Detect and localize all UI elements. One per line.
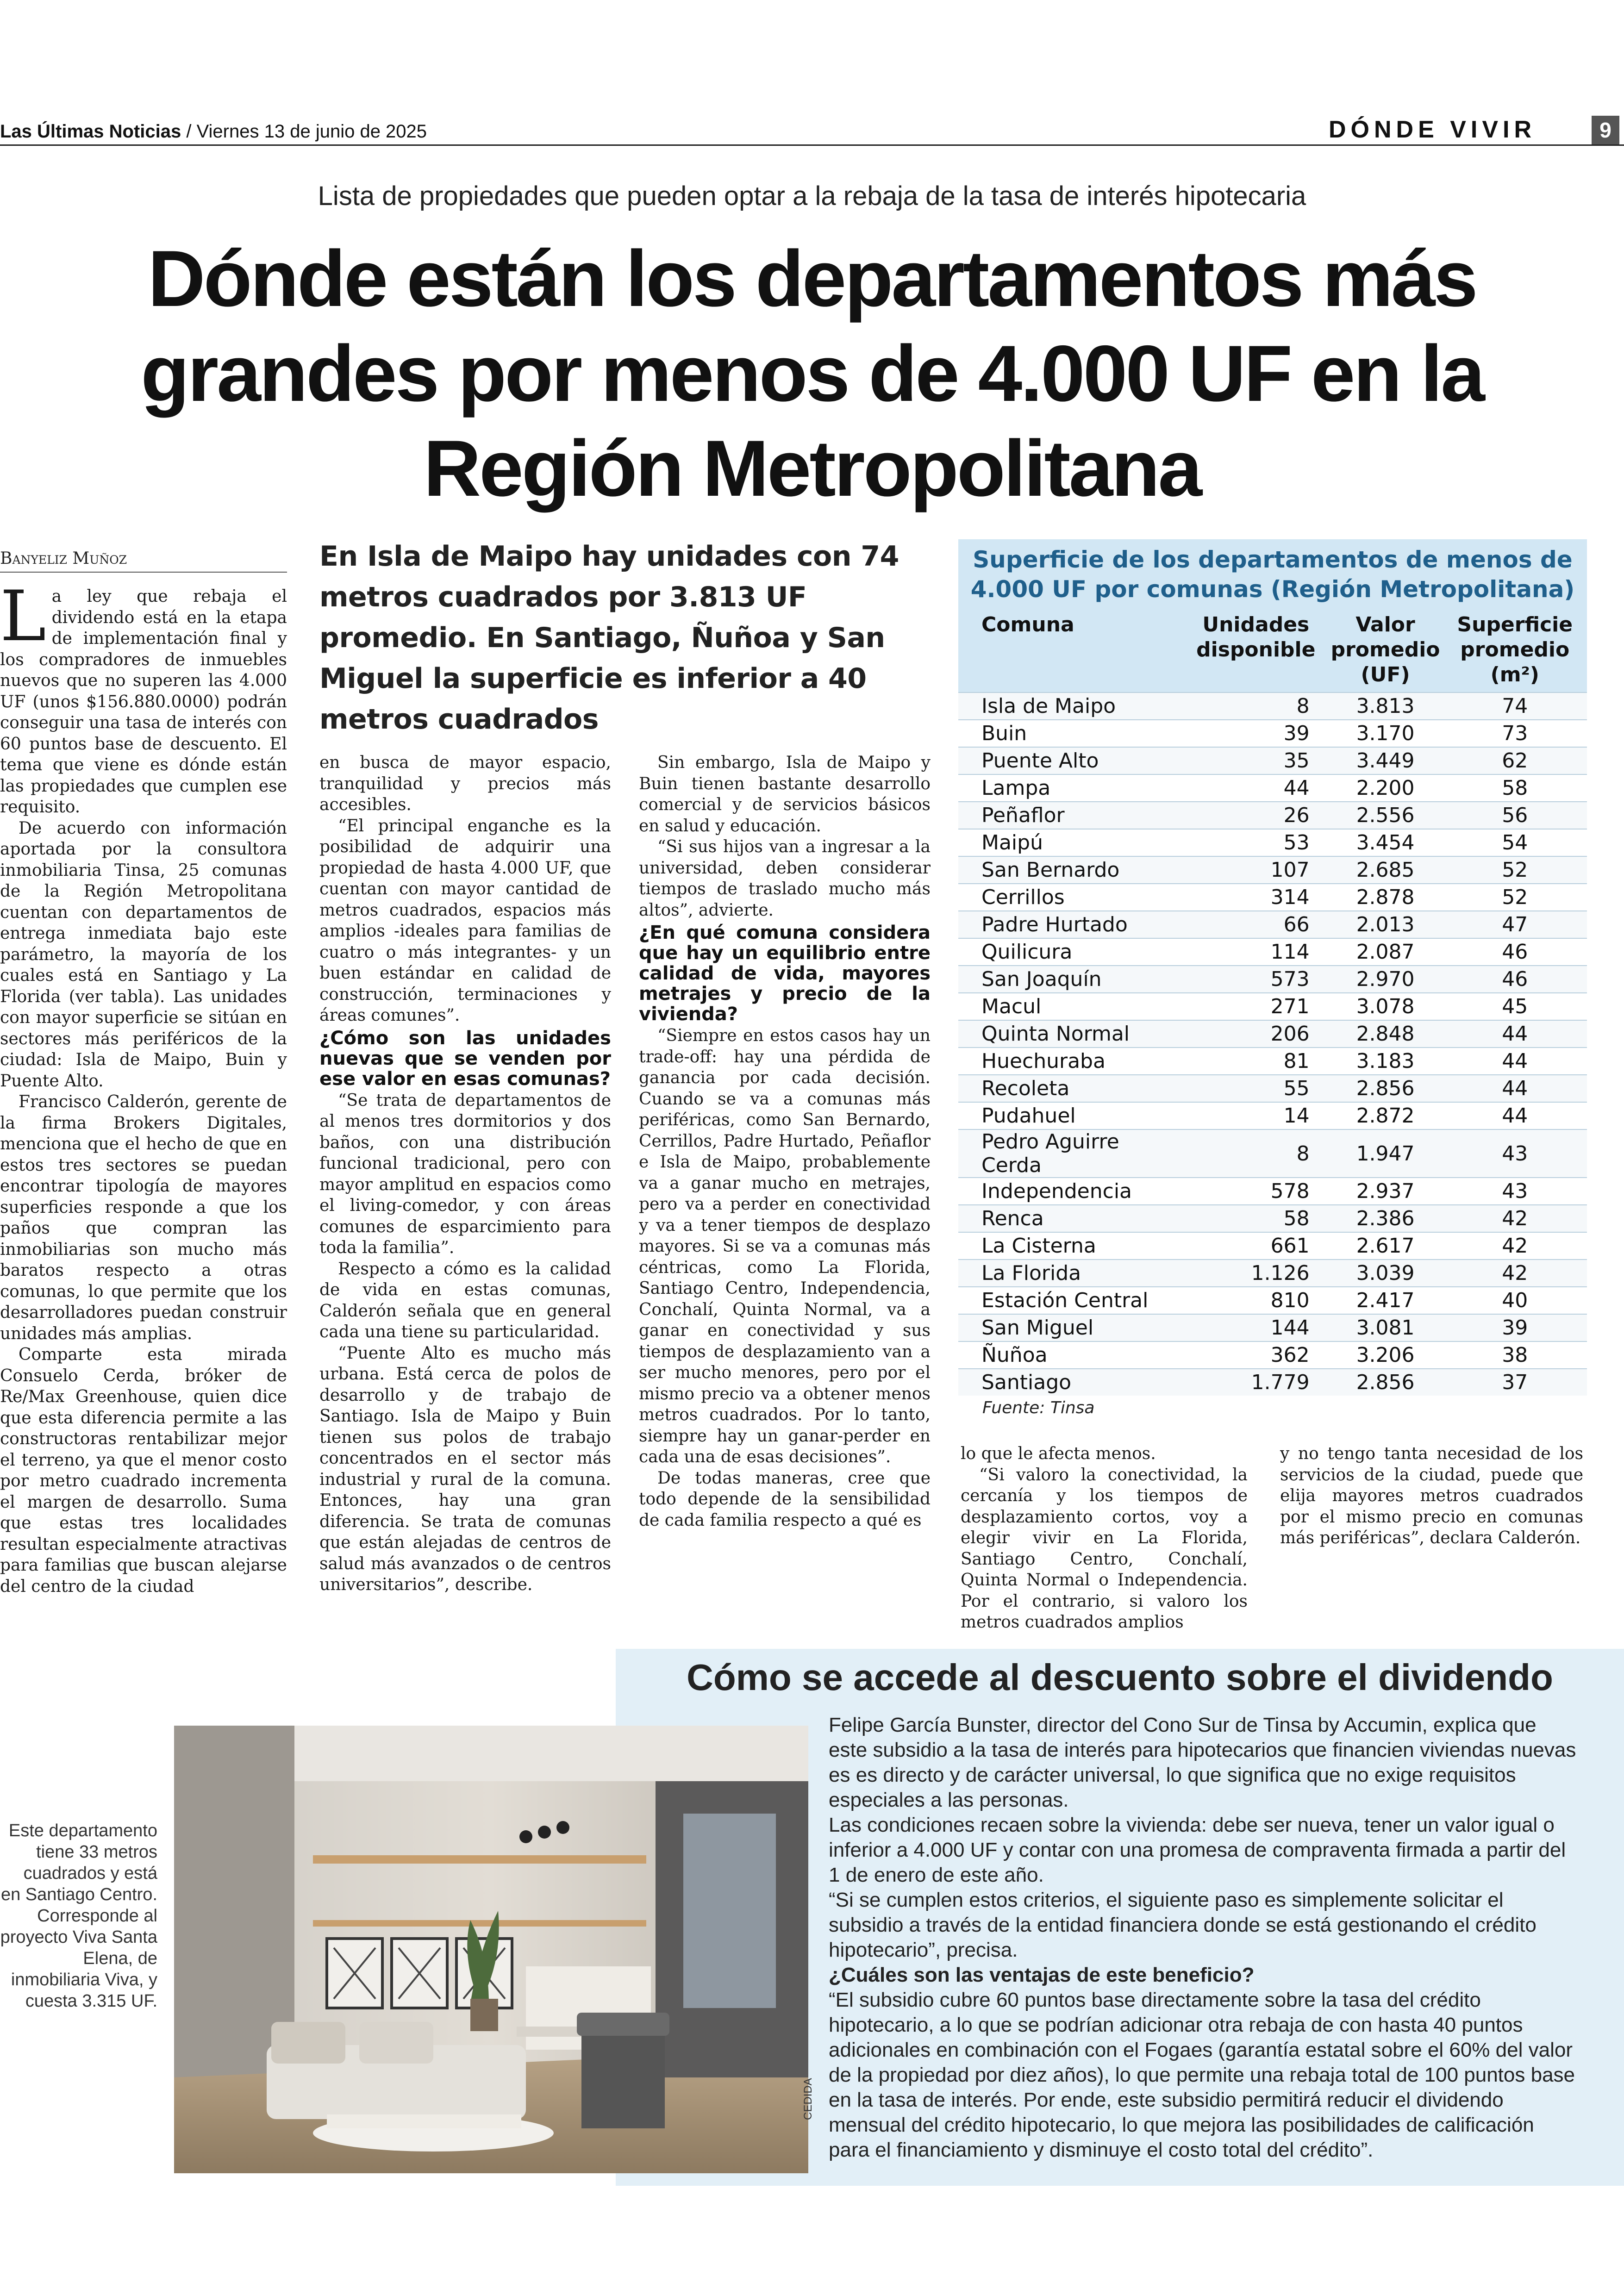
table-cell: 26 — [1184, 802, 1328, 829]
paragraph-text: a ley que rebaja el dividendo está en la etapa de implementación final y los compradores de inmuebles nuevos que no superen las 4.000 UF (unos $156.880.0000) podrán conseguir una tasa de interés con 60 puntos base de descuento. El tema que viene es dónde están las propiedades que cumplen ese requisito. — [0, 587, 287, 817]
table-row — [958, 1048, 1587, 1075]
table-cell: 144 — [1184, 1314, 1328, 1341]
paragraph: “Se trata de departamentos de al menos tres dormitorios y dos baños, con una distribución funcional tradicional, pero con mayor amplitud en espacios como el living-comedor, y con áreas comunes de esparcimiento para toda la familia”. — [319, 1091, 611, 1257]
table-row — [958, 1020, 1587, 1048]
photo-credit: CEDIDA — [802, 2078, 814, 2120]
byline: Banyeliz Muñoz — [0, 549, 287, 573]
table-cell: Estación Central — [958, 1287, 1184, 1314]
paragraph: Comparte esta mirada Consuelo Cerda, bróker de Re/Max Greenhouse, quien dice que esta diferencia permite a las constructoras rentabilizar mejor el terreno, ya que el menor costo por metro cuadrado incrementa el margen de desarrollo. Suma que estas tres localidades resultan especialmente atractivas para familias que buscan alejarse del centro de la ciudad — [0, 1345, 287, 1596]
table-cell: 2.937 — [1328, 1178, 1443, 1205]
paragraph: De todas maneras, cree que todo depende de la sensibilidad de cada familia respecto a qué es — [639, 1468, 931, 1530]
table-row — [958, 1369, 1587, 1396]
table-row — [958, 884, 1587, 911]
table-row — [958, 829, 1587, 856]
article-column-1 — [0, 576, 287, 1597]
table-header-cell: Unidades disponible — [1184, 610, 1328, 692]
table-cell: 44 — [1443, 1102, 1587, 1129]
table-title: Superficie de los departamentos de menos de 4.000 UF por comunas (Región Metropolitana) — [958, 539, 1587, 610]
table-cell: 2.417 — [1328, 1287, 1443, 1314]
table-row — [958, 774, 1587, 802]
header-rule — [0, 144, 1624, 146]
table-cell: 114 — [1184, 938, 1328, 966]
table-cell: 3.183 — [1328, 1048, 1443, 1075]
table-cell: 56 — [1443, 802, 1587, 829]
table-cell: 58 — [1443, 774, 1587, 802]
table-cell: 107 — [1184, 856, 1328, 884]
paragraph: “El subsidio cubre 60 puntos base directamente sobre la tasa del crédito hipotecario, a lo que se podrían adicionar otra rebaja de con hasta 40 puntos adicionales en combinación con el Fogaes (garantía estatal sobre el 60% del valor de la propiedad por diez años), lo que permite una rebaja total de 100 puntos base en la tasa de interés. Por ende, este subsidio permitirá reducir el dividendo mensual del crédito hipotecario, lo que mejora las posibilidades de calificación para el financiamiento y disminuye el costo total del crédito”. — [829, 1989, 1575, 2161]
table-cell: 2.856 — [1328, 1369, 1443, 1396]
table-cell: Puente Alto — [958, 747, 1184, 774]
table-row — [958, 938, 1587, 966]
table-cell: 2.856 — [1328, 1075, 1443, 1102]
article-column-2 — [319, 752, 611, 1596]
table-cell: 2.970 — [1328, 966, 1443, 993]
table-cell: 1.779 — [1184, 1369, 1328, 1396]
table-cell: 2.872 — [1328, 1102, 1443, 1129]
table-cell: 3.813 — [1328, 692, 1443, 720]
table-cell: 42 — [1443, 1205, 1587, 1232]
photo-caption: Este departamento tiene 33 metros cuadrados y está en Santiago Centro. Corresponde al proyecto Viva Santa Elena, de inmobiliaria Viva, y cuesta 3.315 UF. — [0, 1821, 157, 2011]
paragraph: Las condiciones recaen sobre la vivienda: debe ser nueva, tener un valor igual o inferior a 4.000 UF y contar con una promesa de compraventa firmada a partir del 1 de enero de este año. — [829, 1814, 1566, 1886]
table-header-row — [958, 610, 1587, 692]
headline: Dónde están los departamentos más grandes por menos de 4.000 UF en la Región Metropolitana — [141, 234, 1483, 513]
table-cell: 43 — [1443, 1129, 1587, 1178]
table-row — [958, 1205, 1587, 1232]
table-cell: Independencia — [958, 1178, 1184, 1205]
paragraph: lo que le afecta menos. — [961, 1444, 1156, 1463]
table-cell: 39 — [1184, 720, 1328, 747]
table-cell: Ñuñoa — [958, 1341, 1184, 1369]
data-table-box — [958, 539, 1587, 1417]
table-cell: Padre Hurtado — [958, 911, 1184, 938]
table-cell: 53 — [1184, 829, 1328, 856]
paragraph: “Si valoro la conectividad, la cercanía y los tiempos de desplazamiento cortos, voy a elegir vivir en La Florida, Santiago Centro, Conchalí, Quinta Normal o Independencia. Por el contrario, si valoro los metros cuadrados amplios — [961, 1465, 1248, 1632]
table-cell: 14 — [1184, 1102, 1328, 1129]
table-source: Fuente: Tinsa — [982, 1398, 1095, 1417]
table-cell: 37 — [1443, 1369, 1587, 1396]
section-name: DÓNDE VIVIR — [1329, 116, 1537, 143]
table-cell: Lampa — [958, 774, 1184, 802]
table-cell: 35 — [1184, 747, 1328, 774]
table-header-cell: Comuna — [958, 610, 1184, 692]
table-row — [958, 1260, 1587, 1287]
table-cell: La Florida — [958, 1260, 1184, 1287]
paragraph: Felipe García Bunster, director del Cono Sur de Tinsa by Accumin, explica que este subsidio a la tasa de interés para hipotecarios que financien viviendas nuevas es es directo y de carácter universal, lo que significa que no exige requisitos especiales a las personas. — [829, 1714, 1576, 1811]
apartment-photo — [174, 1726, 808, 2173]
page-number: 9 — [1592, 116, 1619, 144]
table-cell: 40 — [1443, 1287, 1587, 1314]
table-cell: 206 — [1184, 1020, 1328, 1048]
table-row — [958, 1178, 1587, 1205]
table-cell: 74 — [1443, 692, 1587, 720]
table-cell: Pudahuel — [958, 1102, 1184, 1129]
table-cell: Huechuraba — [958, 1048, 1184, 1075]
paragraph: “Si sus hijos van a ingresar a la universidad, deben considerar tiempos de traslado mucho más altos”, advierte. — [639, 837, 931, 920]
table-cell: 54 — [1443, 829, 1587, 856]
table-cell: Pedro Aguirre Cerda — [958, 1129, 1184, 1178]
table-cell: San Miguel — [958, 1314, 1184, 1341]
kicker: Lista de propiedades que pueden optar a la rebaja de la tasa de interés hipotecaria — [318, 181, 1306, 211]
table-row — [958, 1287, 1587, 1314]
masthead — [0, 121, 427, 142]
table-row — [958, 802, 1587, 829]
table-cell: 46 — [1443, 966, 1587, 993]
table-row — [958, 1314, 1587, 1341]
table-cell: 2.087 — [1328, 938, 1443, 966]
data-table — [958, 610, 1587, 1396]
paragraph: Francisco Calderón, gerente de la firma Brokers Digitales, menciona que el hecho de que en estos tres sectores se puedan encontrar tipología de mayores superficies responde a que los paños que compran las inmobiliarias son mucho más baratos respecto a otras comunas, lo que permite que los desarrolladores puedan construir unidades más amplias. — [0, 1092, 287, 1343]
paragraph: “Si se cumplen estos criterios, el siguiente paso es simplemente solicitar el subsidio a través de la entidad financiera donde se está gestionando el crédito hipotecario”, precisa. — [829, 1889, 1537, 1961]
table-cell: 44 — [1184, 774, 1328, 802]
table-cell: 62 — [1443, 747, 1587, 774]
table-cell: San Bernardo — [958, 856, 1184, 884]
table-cell: 2.013 — [1328, 911, 1443, 938]
paragraph: Respecto a cómo es la calidad de vida en estas comunas, Calderón señala que en general cada una tiene su particularidad. — [319, 1259, 611, 1341]
table-cell: 52 — [1443, 856, 1587, 884]
table-row — [958, 1129, 1587, 1178]
table-cell: 271 — [1184, 993, 1328, 1020]
paragraph: “Siempre en estos casos hay un trade-off: hay una pérdida de ganancia por cada decisión. Cuando se va a comunas más periféricas, como San Bernardo, Cerrillos, Padre Hurtado, Peñaflor e Isla de Maipo, probablemente va a ganar mucho en metrajes, pero va a perder en conectividad y va a tener tiempos de desplazo mayores. Si se va a comunas más céntricas, como La Florida, Santiago Centro, Independencia, Conchalí, Quinta Normal, va a ganar en conectividad y sus tiempos de desplazamiento van a ser mucho menores, pero por el mismo precio va a obtener menos metros cuadrados. Por lo tanto, siempre hay un ganar-perder en cada una de esas decisiones”. — [639, 1026, 931, 1466]
paragraph — [0, 576, 287, 818]
table-row — [958, 911, 1587, 938]
table-cell: 3.206 — [1328, 1341, 1443, 1369]
article-column-3 — [639, 752, 931, 1531]
paragraph: y no tengo tanta necesidad de los servicios de la ciudad, puede que elija mayores metros cuadrados por el mismo precio en comunas más periféricas”, declara Calderón. — [1280, 1444, 1583, 1547]
paragraph: “Puente Alto es mucho más urbana. Está cerca de polos de desarrollo y de trabajo de Santiago. Isla de Maipo y Buin tienen sus polos de trabajo concentrados en el sector más industrial y rural de la comuna. Entonces, hay una gran diferencia. Se trata de comunas que están alejadas de centros de salud más avanzados o de centros universitarios”, describe. — [319, 1343, 611, 1594]
table-cell: 1.126 — [1184, 1260, 1328, 1287]
table-row — [958, 692, 1587, 720]
issue-date: / Viernes 13 de junio de 2025 — [181, 121, 427, 142]
table-cell: Macul — [958, 993, 1184, 1020]
table-row — [958, 993, 1587, 1020]
table-cell: 3.078 — [1328, 993, 1443, 1020]
table-cell: Cerrillos — [958, 884, 1184, 911]
table-cell: 2.685 — [1328, 856, 1443, 884]
table-cell: 362 — [1184, 1341, 1328, 1369]
table-cell: Quilicura — [958, 938, 1184, 966]
paragraph: De acuerdo con información aportada por la consultora inmobiliaria Tinsa, 25 comunas de la Región Metropolitana cuentan con departamentos de entrega inmediata bajo este parámetro, la mayoría de los cuales está en Santiago y La Florida (ver tabla). Las unidades con mayor superficie se sitúan en sectores más periféricos de la ciudad: Isla de Maipo, Buin y Puente Alto. — [0, 818, 287, 1091]
table-cell: 66 — [1184, 911, 1328, 938]
table-cell: 2.556 — [1328, 802, 1443, 829]
table-cell: 573 — [1184, 966, 1328, 993]
table-cell: 47 — [1443, 911, 1587, 938]
table-cell: 2.617 — [1328, 1232, 1443, 1260]
table-cell: 44 — [1443, 1075, 1587, 1102]
table-cell: 3.170 — [1328, 720, 1443, 747]
table-cell: 2.200 — [1328, 774, 1443, 802]
table-row — [958, 720, 1587, 747]
table-cell: Buin — [958, 720, 1184, 747]
sidebar-box-text — [829, 1713, 1579, 2163]
table-cell: 46 — [1443, 938, 1587, 966]
table-row — [958, 966, 1587, 993]
table-cell: Maipú — [958, 829, 1184, 856]
paragraph: “El principal enganche es la posibilidad de adquirir una propiedad de hasta 4.000 UF, que cuentan con mayor cantidad de metros cuadrados, espacios más amplios -ideales para familias de cuatro o más integrantes- y un buen estándar en calidad de construcción, terminaciones y áreas comunes”. — [319, 816, 611, 1025]
table-cell: 8 — [1184, 1129, 1328, 1178]
table-cell: 578 — [1184, 1178, 1328, 1205]
table-row — [958, 1075, 1587, 1102]
table-cell: San Joaquín — [958, 966, 1184, 993]
table-cell: 38 — [1443, 1341, 1587, 1369]
table-row — [958, 747, 1587, 774]
table-cell: La Cisterna — [958, 1232, 1184, 1260]
subhead: En Isla de Maipo hay unidades con 74 metros cuadrados por 3.813 UF promedio. En Santiago, Ñuñoa y San Miguel la superficie es inferior a 40 metros cuadrados — [319, 540, 899, 736]
table-cell: 42 — [1443, 1232, 1587, 1260]
table-header-cell: Valor promedio (UF) — [1328, 610, 1443, 692]
table-cell: 8 — [1184, 692, 1328, 720]
table-cell: 2.386 — [1328, 1205, 1443, 1232]
table-cell: 81 — [1184, 1048, 1328, 1075]
table-cell: Peñaflor — [958, 802, 1184, 829]
table-cell: 43 — [1443, 1178, 1587, 1205]
table-cell: 55 — [1184, 1075, 1328, 1102]
table-cell: 3.454 — [1328, 829, 1443, 856]
article-column-4 — [961, 1443, 1248, 1633]
table-cell: Santiago — [958, 1369, 1184, 1396]
interview-question: ¿En qué comuna considera que hay un equilibrio entre calidad de vida, mayores metrajes y precio de la vivienda? — [639, 922, 931, 1025]
table-cell: 1.947 — [1328, 1129, 1443, 1178]
table-cell: 42 — [1443, 1260, 1587, 1287]
table-body — [958, 692, 1587, 1396]
table-row — [958, 1341, 1587, 1369]
table-cell: 3.039 — [1328, 1260, 1443, 1287]
table-cell: Isla de Maipo — [958, 692, 1184, 720]
table-cell: 2.848 — [1328, 1020, 1443, 1048]
article-column-5 — [1280, 1443, 1583, 1549]
sidebar-box-title: Cómo se accede al descuento sobre el dividendo — [687, 1657, 1553, 1698]
table-cell: 661 — [1184, 1232, 1328, 1260]
paragraph: Sin embargo, Isla de Maipo y Buin tienen bastante desarrollo comercial y de servicios básicos en salud y educación. — [639, 753, 931, 836]
table-cell: 3.081 — [1328, 1314, 1443, 1341]
table-cell: 44 — [1443, 1048, 1587, 1075]
table-cell: Recoleta — [958, 1075, 1184, 1102]
table-cell: 39 — [1443, 1314, 1587, 1341]
table-cell: 52 — [1443, 884, 1587, 911]
table-row — [958, 1232, 1587, 1260]
table-row — [958, 856, 1587, 884]
table-row — [958, 1102, 1587, 1129]
table-cell: 810 — [1184, 1287, 1328, 1314]
table-cell: 45 — [1443, 993, 1587, 1020]
table-cell: 314 — [1184, 884, 1328, 911]
dropcap: L — [0, 576, 46, 657]
table-cell: 2.878 — [1328, 884, 1443, 911]
table-cell: 58 — [1184, 1205, 1328, 1232]
table-cell: 44 — [1443, 1020, 1587, 1048]
table-header-cell: Superficie promedio (m²) — [1443, 610, 1587, 692]
paper-name: Las Últimas Noticias — [0, 121, 181, 142]
table-cell: Renca — [958, 1205, 1184, 1232]
table-cell: 73 — [1443, 720, 1587, 747]
table-cell: Quinta Normal — [958, 1020, 1184, 1048]
paragraph: en busca de mayor espacio, tranquilidad y precios más accesibles. — [319, 753, 611, 814]
interview-question: ¿Cuáles son las ventajas de este beneficio? — [829, 1964, 1255, 1986]
interview-question: ¿Cómo son las unidades nuevas que se venden por ese valor en esas comunas? — [319, 1027, 611, 1090]
table-cell: 3.449 — [1328, 747, 1443, 774]
